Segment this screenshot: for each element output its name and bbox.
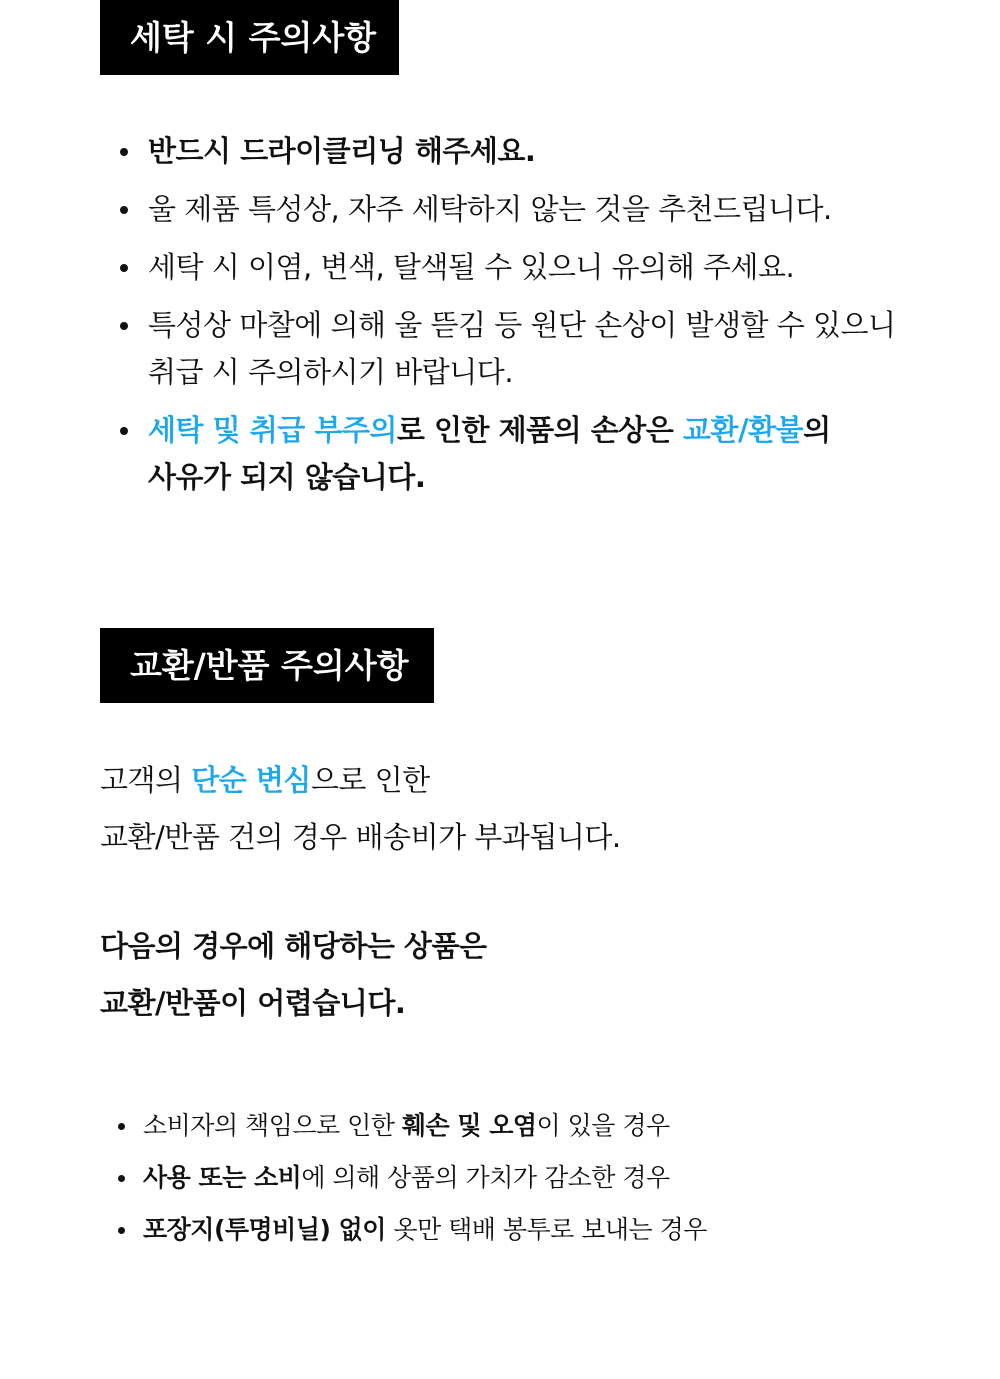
list-item-text: 이 있을 경우 <box>536 1111 670 1140</box>
highlight-text: 단순 변심 <box>191 763 311 797</box>
exchange-caution-title-text: 교환/반품 주의사항 <box>130 646 409 685</box>
list-item <box>100 407 920 501</box>
list-item <box>100 1103 920 1149</box>
list-item-bold-text: 사용 또는 소비 <box>143 1163 302 1192</box>
list-item-text: 옷만 택배 봉투로 보내는 경우 <box>385 1215 707 1244</box>
list-item <box>100 1207 920 1253</box>
list-item-text: 의 <box>803 413 831 447</box>
intro-line <box>100 752 920 809</box>
list-item-text: 소비자의 책임으로 인한 <box>143 1111 402 1140</box>
washing-caution-title <box>100 0 399 75</box>
list-item-text: 에 의해 상품의 가치가 감소한 경우 <box>301 1163 670 1192</box>
list-item-text: 울 제품 특성상, 자주 세탁하지 않는 것을 추천드립니다. <box>148 192 832 226</box>
list-item <box>100 302 920 396</box>
list-item-text-line2: 취급 시 주의하시기 바랍니다. <box>148 355 514 389</box>
exchange-intro-text <box>100 752 920 866</box>
list-item <box>100 244 920 291</box>
warning-line: 다음의 경우에 해당하는 상품은 <box>100 929 487 963</box>
list-item-text: 세탁 시 이염, 변색, 탈색될 수 있으니 유의해 주세요. <box>148 250 795 284</box>
list-item <box>100 186 920 233</box>
list-item-text: 반드시 드라이클리닝 해주세요. <box>148 134 536 168</box>
highlight-text: 교환/환불 <box>682 413 804 447</box>
warning-line: 교환/반품이 어렵습니다. <box>100 986 406 1020</box>
intro-line: 교환/반품 건의 경우 배송비가 부과됩니다. <box>100 820 621 854</box>
exchange-warning-heading <box>100 918 920 1032</box>
list-item-text-line1: 특성상 마찰에 의해 울 뜯김 등 원단 손상이 발생할 수 있으니 <box>148 308 896 342</box>
list-item-bold-text: 훼손 및 오염 <box>401 1111 537 1140</box>
list-item-bold-text: 포장지(투명비닐) 없이 <box>143 1215 386 1244</box>
highlight-text: 세탁 및 취급 부주의 <box>148 413 397 447</box>
list-item <box>100 128 920 175</box>
washing-caution-title-text: 세탁 시 주의사항 <box>130 18 377 57</box>
intro-suffix: 으로 인한 <box>310 763 430 797</box>
list-item <box>100 1155 920 1201</box>
list-item-text: 로 인한 제품의 손상은 <box>396 413 683 447</box>
exchange-caution-list <box>100 1103 920 1259</box>
washing-caution-list <box>100 128 920 512</box>
intro-prefix: 고객의 <box>100 763 192 797</box>
list-item-text-line2: 사유가 되지 않습니다. <box>148 460 426 494</box>
exchange-caution-title <box>100 628 434 703</box>
